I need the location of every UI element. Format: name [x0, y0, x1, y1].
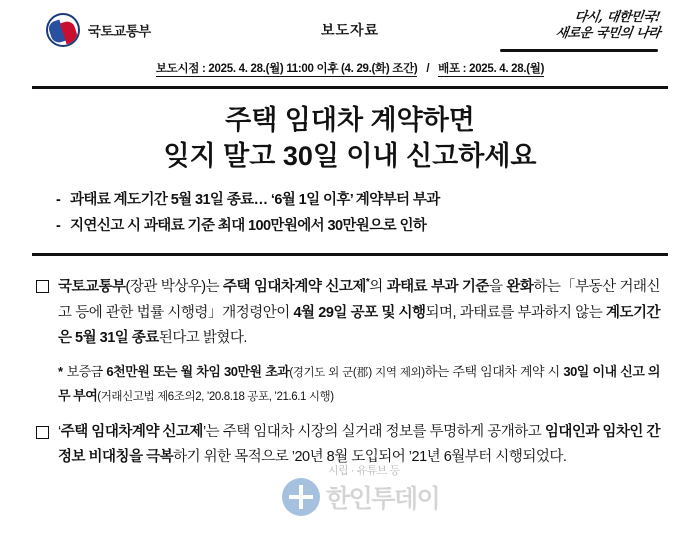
document-header — [0, 0, 700, 54]
release-distribution: 배포 : 2025. 4. 28.(월) — [438, 63, 545, 75]
p1-seg-14: 된다고 밝혔다. — [158, 330, 247, 347]
document-type-label: 보도자료 — [320, 22, 380, 38]
p2-seg-1: ‘ — [58, 423, 61, 440]
headline-box — [32, 86, 668, 256]
headline-bullet-1-text: 과태료 계도기간 5월 31일 종료… ‘6월 1일 이후’ 계약부터 부과 — [70, 192, 440, 209]
p1-seg-6: 의 — [369, 278, 387, 295]
note1-seg-4: 하는 주택 임대차 계약 시 — [424, 364, 564, 380]
footnote-1 — [58, 360, 660, 407]
p1-footnote-mark: * — [365, 277, 370, 288]
slogan-line-1: 다시, 대한민국! — [573, 10, 662, 25]
ministry-brand — [46, 13, 151, 47]
headline-line-1: 주택 임대차 계약하면 — [225, 105, 475, 135]
footnote-star-icon: * — [58, 364, 63, 380]
watermark-small-text: 시립 · 유튜브 등 — [328, 465, 400, 477]
note1-seg-1: 보증금 — [66, 364, 107, 380]
p1-seg-2: (장관 박상우) — [125, 278, 206, 295]
release-separator: / — [426, 63, 430, 75]
p2-seg-2: 주택 임대차계약 신고제 — [60, 423, 203, 440]
p2-seg-5: 하기 위한 목적으로 ’20년 8월 도입되어 ’21년 6월부터 시행되었다. — [173, 449, 567, 466]
bullet-dash-icon: - — [56, 192, 61, 209]
watermark-brand-text: 한인투데이 — [326, 485, 440, 513]
paragraph-1 — [36, 274, 660, 352]
headline-line-2: 잊지 말고 30일 이내 신고하세요 — [163, 140, 537, 171]
release-time: 보도시점 : 2025. 4. 28.(월) 11:00 이후 (4. 29.(화) 조간) — [155, 63, 418, 75]
note1-seg-5: 30일 이내 신고 의무 부여 — [58, 364, 660, 403]
slogan-line-2: 새로운 국민의 나라 — [554, 26, 662, 42]
note1-seg-6: (거래신고법 제6조의2, ’20.8.18 공포, ’21.6.1 시행) — [97, 390, 334, 403]
p1-seg-12: 되며, 과태료를 부과하지 않는 — [425, 304, 606, 321]
headline-bullet-1 — [56, 188, 648, 213]
p1-seg-13: 계도기간은 5월 31일 종료 — [58, 304, 661, 347]
paragraph-1-text — [58, 274, 660, 352]
p1-seg-11: 4월 29일 공포 및 시행 — [293, 304, 426, 321]
p2-seg-3: ’는 주택 임대차 시장의 실거래 정보를 투명하게 공개하고 — [202, 423, 545, 440]
watermark-cross-icon — [282, 478, 320, 516]
p1-seg-1: 국토교통부 — [58, 278, 126, 295]
document-body — [0, 256, 700, 471]
checkbox-icon — [36, 280, 49, 293]
paragraph-2-text — [58, 420, 660, 472]
p1-seg-10: 하는「부동산 거래신고 등에 관한 법률 시행령」개정령안이 — [58, 278, 660, 321]
government-slogan — [490, 10, 660, 50]
headline-bullet-2 — [56, 214, 648, 239]
bullet-dash-icon: - — [56, 217, 61, 234]
watermark-logo — [282, 478, 439, 516]
p1-seg-3: 는 — [205, 278, 224, 295]
ministry-name: 국토교통부 — [88, 24, 151, 39]
p2-seg-4: 임대인과 임차인 간 정보 비대칭을 극복 — [58, 423, 660, 466]
release-info — [0, 54, 700, 84]
checkbox-icon — [36, 426, 49, 439]
p1-seg-4: 주택 임대차계약 신고제 — [223, 278, 366, 295]
p1-seg-7: 과태료 부과 기준 — [386, 278, 489, 295]
note1-seg-3: (경기도 외 군(郡) 지역 제외) — [289, 367, 425, 380]
paragraph-2 — [36, 420, 660, 472]
note1-seg-2: 6천만원 또는 월 차임 30만원 초과 — [106, 364, 290, 380]
headline-bullet-2-text: 지연신고 시 과태료 기준 최대 100만원에서 30만원으로 인하 — [70, 217, 427, 234]
slogan-underline — [500, 49, 658, 52]
government-emblem-icon — [46, 13, 80, 47]
headline-bullets — [42, 188, 658, 239]
p1-seg-8: 을 — [488, 278, 507, 295]
p1-seg-9: 완화 — [506, 278, 534, 295]
